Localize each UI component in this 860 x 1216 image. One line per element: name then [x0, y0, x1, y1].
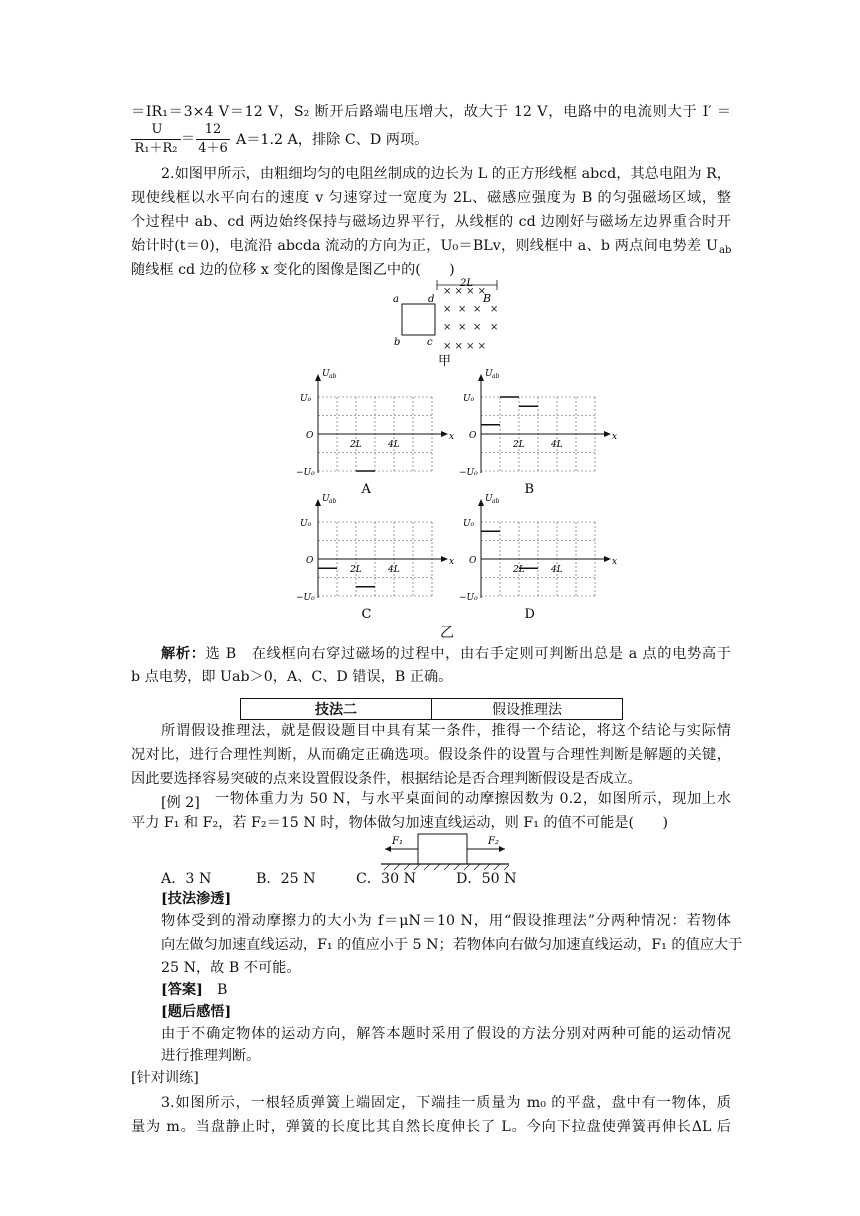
text-line: 况对比，进行合理性判断，从而确定正确选项。假设条件的设置与合理性判断是解题的关键，: [131, 747, 731, 763]
fraction-numerator: U: [151, 122, 163, 137]
answer-line: [161, 980, 361, 1000]
svg-text:×: ×: [443, 322, 452, 333]
tick-label: x: [612, 557, 618, 567]
answer-label: [答案]: [161, 982, 203, 998]
arrow-right-icon: [604, 556, 611, 562]
text-line: 因此要选择容易突破的点来设置假设条件，根据结论是否合理判断假设是否成立。: [131, 771, 642, 787]
example-label: [例 2]: [161, 795, 200, 811]
y-axis-label-sub: ab: [492, 373, 500, 380]
text-line: 始计时(t＝0)，电流沿 abcda 流动的方向为正，U₀＝BLv，则线框中 a、b 两点间电势差 U: [131, 238, 718, 254]
fraction-denominator: R₁＋R₂: [134, 141, 178, 156]
option-a: A．3 N: [161, 871, 212, 887]
tick-label: 4L: [551, 440, 563, 450]
svg-text:×: ×: [458, 322, 467, 333]
tick-label: 2L: [513, 440, 525, 450]
figure-caption: 乙: [440, 625, 454, 641]
arrow-right-icon: [499, 846, 505, 852]
arrow-up-icon: [478, 499, 484, 506]
technique-name: 假设推理法: [432, 699, 623, 720]
figure-jia: [380, 275, 520, 370]
option-b: B．25 N: [256, 871, 316, 887]
tick-label: −U₀: [296, 593, 315, 603]
tick-label: −U₀: [296, 468, 315, 478]
analysis-label: 解析：: [161, 646, 206, 662]
arrow-left-icon: [385, 846, 391, 852]
figure-yi: [285, 365, 618, 640]
tick-label: O: [306, 431, 314, 441]
tick-label: O: [306, 556, 314, 566]
svg-text:×: ×: [473, 322, 482, 333]
arrow-up-icon: [315, 499, 321, 506]
tick-label: U₀: [463, 519, 475, 529]
subscript: ab: [719, 245, 732, 256]
field-label: B: [483, 292, 492, 305]
svg-text:×: ×: [490, 304, 499, 315]
tick-label: x: [449, 432, 455, 442]
vertex-label: d: [428, 294, 435, 305]
text-line: 物体受到的滑动摩擦力的大小为 f＝μN＝10 N，用“假设推理法”分两种情况：若物体: [161, 913, 731, 929]
option-c: C．30 N: [356, 871, 417, 887]
tick-label: O: [469, 556, 477, 566]
width-label: 2L: [460, 278, 474, 289]
arrow-up-icon: [478, 374, 484, 381]
y-axis-label: U: [485, 369, 493, 379]
text-line: [161, 644, 731, 664]
svg-text:× × × ×: × × × ×: [443, 341, 487, 352]
text-line: 随线框 cd 边的位移 x 变化的图像是图乙中的( ): [131, 262, 455, 278]
arrow-right-icon: [441, 431, 448, 437]
tick-label: x: [449, 557, 455, 567]
y-axis-label: U: [485, 494, 493, 504]
tick-label: O: [469, 431, 477, 441]
fraction-bar: [131, 139, 181, 140]
fraction-denominator: 4＋6: [198, 141, 228, 156]
svg-text:×: ×: [490, 322, 499, 333]
figure-block: [378, 830, 513, 872]
graph-letter: A: [361, 482, 371, 497]
y-axis-label: U: [322, 494, 330, 504]
graph-letter: B: [524, 482, 535, 497]
y-axis-label: U: [322, 369, 330, 379]
square-loop: [402, 304, 435, 335]
tick-label: 4L: [388, 565, 400, 575]
tick-label: 4L: [388, 440, 400, 450]
tick-label: 2L: [350, 565, 362, 575]
fraction-numerator: 12: [204, 122, 222, 137]
text-line: 3.如图所示，一根轻质弹簧上端固定，下端挂一质量为 m₀ 的平盘，盘中有一物体，质: [161, 1095, 731, 1111]
vertex-label: a: [393, 294, 399, 305]
training-label: [针对训练]: [131, 1070, 199, 1086]
analysis-text: 选 B 在线框向右穿过磁场的过程中，由右手定则可判断出总是 a 点的电势高于: [205, 646, 731, 662]
tick-label: U₀: [463, 394, 475, 404]
block: [418, 834, 467, 864]
figure-caption: 甲: [438, 354, 452, 369]
technique-label: [技法渗透]: [161, 891, 232, 907]
svg-text:×: ×: [458, 304, 467, 315]
y-axis-label-sub: ab: [492, 498, 500, 505]
tick-label: U₀: [300, 394, 312, 404]
tick-label: 2L: [513, 565, 525, 575]
text-line: 进行推理判断。: [161, 1048, 261, 1064]
graph-letter: D: [524, 607, 535, 622]
arrow-right-icon: [604, 431, 611, 437]
vertex-label: c: [427, 337, 433, 348]
technique-header-box: [240, 698, 623, 720]
insight-label: [题后感悟]: [161, 1004, 232, 1020]
tick-label: 4L: [551, 565, 563, 575]
tick-label: U₀: [300, 519, 312, 529]
answer-value: B: [217, 982, 228, 998]
technique-number: 技法二: [241, 699, 432, 720]
force-label: F₁: [392, 836, 403, 847]
text-line: 个过程中 ab、cd 两边始终保持与磁场边界平行，从线框的 cd 边刚好与磁场左边界重合时开: [131, 214, 731, 230]
svg-text:×: ×: [473, 304, 482, 315]
y-axis-label-sub: ab: [329, 373, 337, 380]
y-axis-label-sub: ab: [329, 498, 337, 505]
text-line: A＝1.2 A，排除 C、D 两项。: [236, 132, 429, 148]
text-line: 现使线框以水平向右的速度 v 匀速穿过一宽度为 2L、磁感应强度为 B 的匀强磁场区域，整: [131, 190, 731, 206]
tick-label: −U₀: [459, 468, 478, 478]
arrow-up-icon: [315, 374, 321, 381]
text-line: ＝IR₁＝3×4 V＝12 V，S₂ 断开后路端电压增大，故大于 12 V，电路中的电流则大于 I′ ＝: [131, 104, 731, 120]
text-line: 25 N，故 B 不可能。: [161, 960, 301, 976]
fraction-bar: [196, 139, 230, 140]
tick-label: x: [612, 432, 618, 442]
tick-label: −U₀: [459, 593, 478, 603]
force-label: F₂: [488, 836, 499, 847]
arrow-right-icon: [441, 556, 448, 562]
text-line: 2.如图甲所示，由粗细均匀的电阻丝制成的边长为 L 的正方形线框 abcd，其总电阻为 R，: [161, 166, 731, 182]
option-d: D．50 N: [456, 871, 517, 887]
text-line: 量为 m。当盘静止时，弹簧的长度比其自然长度伸长了 L。今向下拉盘使弹簧再伸长ΔL 后: [131, 1119, 731, 1135]
tick-label: 2L: [350, 440, 362, 450]
svg-text:× × × ×: × × × ×: [443, 286, 487, 297]
graph-letter: C: [361, 607, 372, 622]
equals-sign: ＝: [181, 131, 195, 147]
text-line: 由于不确定物体的运动方向，解答本题时采用了假设的方法分别对两种可能的运动情况: [161, 1026, 731, 1042]
vertex-label: b: [394, 337, 401, 348]
svg-text:×: ×: [443, 304, 452, 315]
text-line: 所谓假设推理法，就是假设题目中具有某一条件，推得一个结论，将这个结论与实际情: [161, 723, 731, 739]
text-line: 向左做匀加速直线运动，F₁ 的值应小于 5 N；若物体向右做匀加速直线运动，F₁ 的值应大于: [161, 937, 743, 953]
text-line: 平力 F₁ 和 F₂，若 F₂＝15 N 时，物体做匀加速直线运动，则 F₁ 的值不可能是( ): [131, 815, 668, 831]
text-line: 一物体重力为 50 N，与水平桌面间的动摩擦因数为 0.2，如图所示，现加上水: [215, 791, 731, 807]
text-line: b 点电势，即 Uab＞0，A、C、D 错误，B 正确。: [131, 669, 453, 685]
